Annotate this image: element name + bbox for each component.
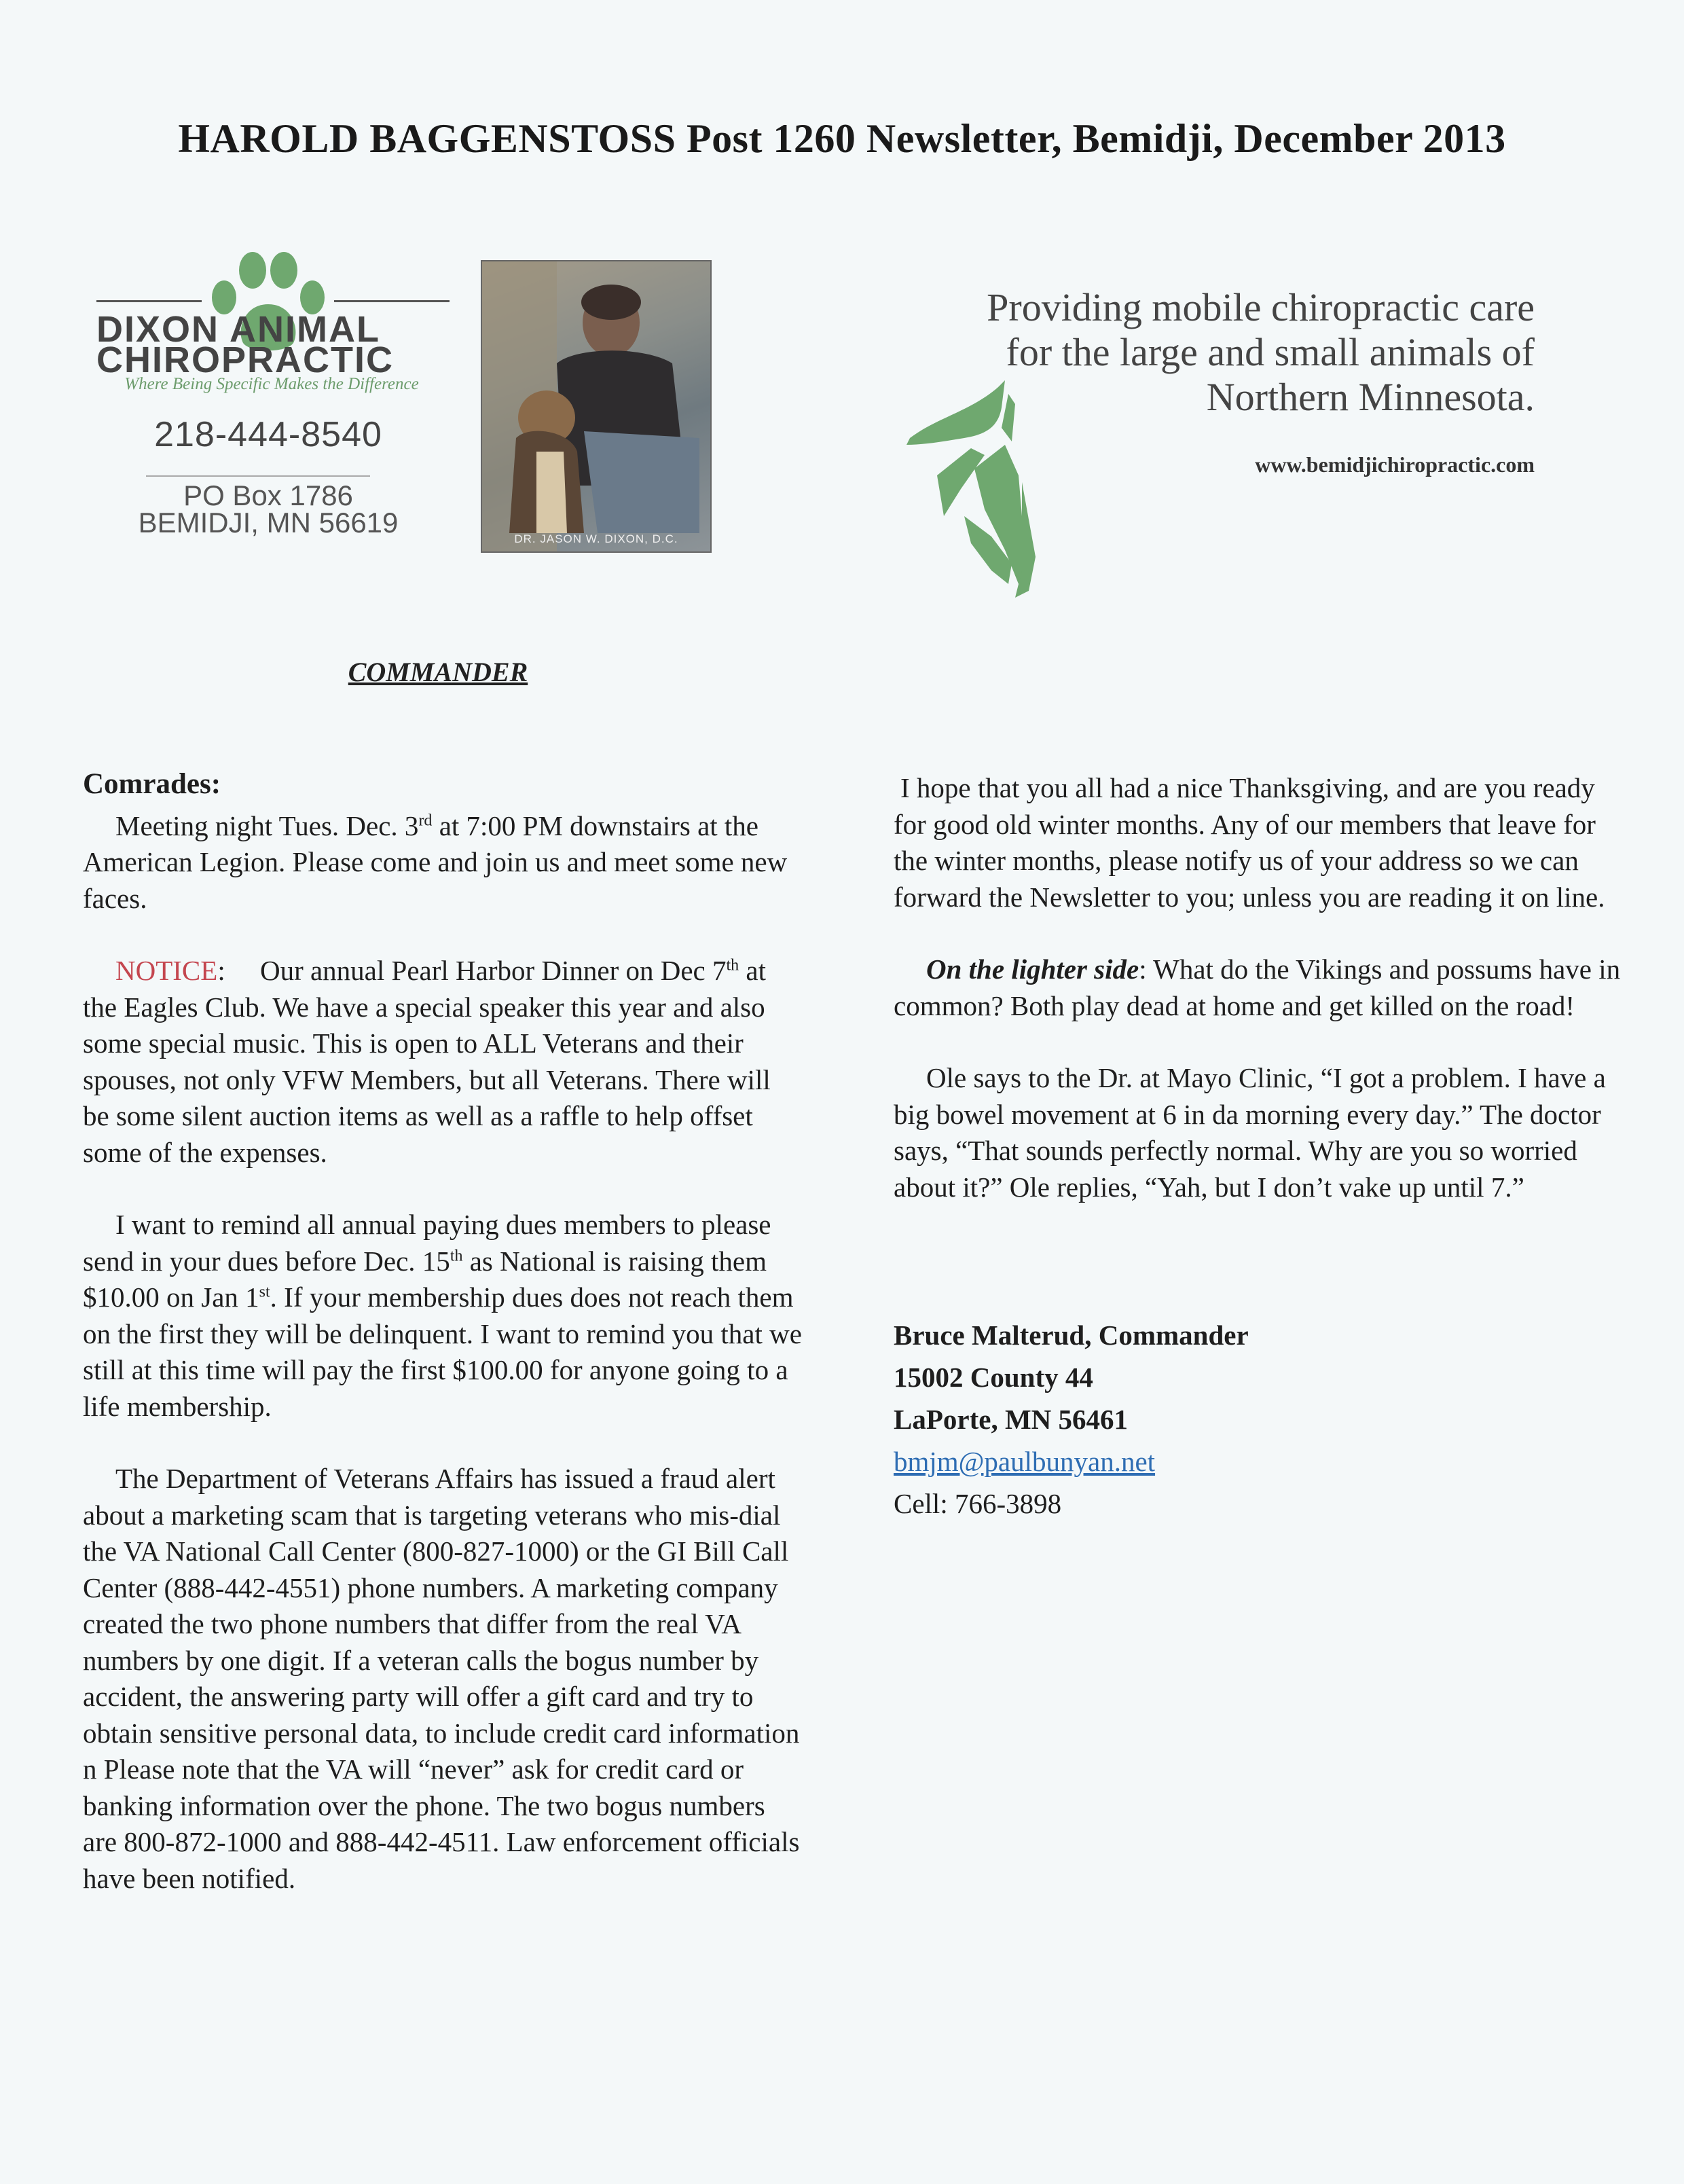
signature-city: LaPorte, MN 56461 [894,1404,1128,1435]
newsletter-title: HAROLD BAGGENSTOSS Post 1260 Newsletter, Bemidji, December 2013 [178,116,1506,161]
paragraph-thanksgiving: I hope that you all had a nice Thanksgiving, and are you ready for good old winter months. Any of our members that leave for the winter months, please notify us of your address so we can forward the Newsletter to you; unless you are reading it on line. [894,772,1605,913]
horse-head-logo-icon [896,380,1141,604]
signature-street: 15002 County 44 [894,1362,1093,1393]
ad-address-line1: PO Box 1786 [183,479,353,511]
greeting: Comrades: [83,768,221,800]
paragraph-lighter-side: On the lighter side: What do the Vikings and possums have in common? Both play dead at home and get killed on the road! [894,953,1621,1021]
paragraph-meeting: Meeting night Tues. Dec. 3rd at 7:00 PM downstairs at the American Legion. Please come and join us and meet some new faces. [83,809,788,914]
section-title-commander: COMMANDER [348,657,528,687]
dixon-chiropractic-ad [88,251,462,550]
paragraph-dues: I want to remind all annual paying dues members to please send in your dues before Dec. 15th as National is raising them $10.00 on Jan 1st. If your membership dues does not reach them on the first they will be delinquent. I want to remind you that we still at this time will pay the first $100.00 for anyone going to a life membership. [83,1209,802,1422]
doctor-photo [481,260,712,553]
notice-label: NOTICE [115,955,218,986]
left-column [83,766,803,1897]
logo-rule-left [96,300,202,302]
signature-name: Bruce Malterud, Commander [894,1320,1249,1351]
logo-name-line1: DIXON ANIMAL [96,309,380,350]
logo-rule-right [334,300,450,302]
logo-name-line2: CHIROPRACTIC [96,340,394,380]
paragraph-notice: NOTICE: Our annual Pearl Harbor Dinner on Dec 7th at the Eagles Club. We have a special speaker this year and also some special music. This is open to ALL Veterans and their spouses, not only VFW Members, but all Veterans. There will be some silent auction items as well as a raffle to help offset some of the expenses. [83,955,771,1168]
ad-website[interactable]: www.bemidjichiropractic.com [1255,452,1535,477]
logo-divider [146,475,370,477]
paragraph-fraud-alert: The Department of Veterans Affairs has issued a fraud alert about a marketing scam that is targeting veterans who mis-dial the VA National Call Center (800-827-1000) or the GI Bill Call Center (888-442-4551) phone numbers. A marketing company created the two phone numbers that differ from the real VA numbers by one digit. If a veteran calls the bogus number by accident, the answering party will offer a gift card and try to obtain sensitive personal data, to include credit card information n Please note that the VA will “never” ask for credit card or banking information over the phone. The two bogus numbers are 800-872-1000 and 888-442-4511. Law enforcement officials have been notified. [83,1463,800,1894]
doctor-with-dog-image [482,261,710,551]
photo-caption: DR. JASON W. DIXON, D.C. [514,532,678,545]
email-link[interactable]: bmjm@paulbunyan.net [894,1446,1156,1477]
ad-address [88,479,448,539]
right-column [894,770,1634,1525]
lighter-side-label: On the lighter side [926,953,1139,985]
ad-line1: Providing mobile chiropractic care [987,285,1535,329]
cell-phone: Cell: 766-3898 [894,1488,1062,1519]
ad-line3: Northern Minnesota. [1206,375,1535,419]
paragraph-ole-joke: Ole says to the Dr. at Mayo Clinic, “I got a problem. I have a big bowel movement at 6 in da morning every day.” The doctor says, “That sounds perfectly normal. Why are you so worried about it?” Ole replies, “Yah, but I don’t vake up until 7.” [894,1062,1606,1203]
ad-phone: 218-444-8540 [154,415,382,454]
ad-line2: for the large and small animals of [1006,330,1535,374]
ad-address-line2: BEMIDJI, MN 56619 [138,507,399,539]
logo-tagline: Where Being Specific Makes the Difference [124,375,419,393]
signature-block [894,1314,1634,1525]
